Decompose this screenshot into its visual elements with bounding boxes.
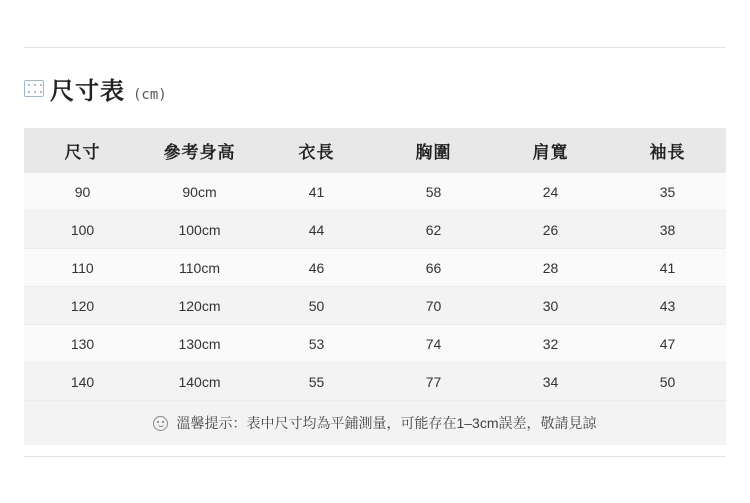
cell-length: 44 [258,211,375,249]
cell-shoulder: 24 [492,173,609,211]
table-row [24,287,726,325]
smiley-icon [153,416,168,431]
cell-height: 130cm [141,325,258,363]
cell-sleeve: 38 [609,211,726,249]
cell-sleeve: 35 [609,173,726,211]
cell-shoulder: 28 [492,249,609,287]
cell-bust: 77 [375,363,492,401]
cell-shoulder: 30 [492,287,609,325]
cell-length: 50 [258,287,375,325]
size-table [24,128,726,400]
table-row [24,249,726,287]
cell-height: 90cm [141,173,258,211]
footer-note [24,400,726,445]
cell-size: 120 [24,287,141,325]
cell-sleeve: 50 [609,363,726,401]
cell-length: 41 [258,173,375,211]
cell-height: 120cm [141,287,258,325]
column-header-sleeve: 袖長 [609,128,726,173]
cell-bust: 70 [375,287,492,325]
cell-length: 55 [258,363,375,401]
section-title [24,71,167,106]
cell-shoulder: 32 [492,325,609,363]
column-header-shoulder: 肩寬 [492,128,609,173]
cell-size: 140 [24,363,141,401]
cell-bust: 74 [375,325,492,363]
cell-sleeve: 47 [609,325,726,363]
column-header-height: 參考身高 [141,128,258,173]
cell-height: 100cm [141,211,258,249]
cell-shoulder: 34 [492,363,609,401]
bottom-divider [24,456,726,457]
cell-size: 130 [24,325,141,363]
cell-height: 110cm [141,249,258,287]
cell-length: 46 [258,249,375,287]
table-header-row [24,128,726,173]
cell-bust: 62 [375,211,492,249]
cell-length: 53 [258,325,375,363]
column-header-length: 衣長 [258,128,375,173]
cell-bust: 58 [375,173,492,211]
table-row [24,173,726,211]
cell-size: 110 [24,249,141,287]
cell-height: 140cm [141,363,258,401]
cell-bust: 66 [375,249,492,287]
title-unit: (cm) [133,87,167,103]
cell-sleeve: 43 [609,287,726,325]
top-divider [24,47,726,48]
footer-note-text: 溫馨提示：表中尺寸均為平鋪測量，可能存在1–3cm誤差，敬請見諒 [176,415,597,431]
cell-shoulder: 26 [492,211,609,249]
column-header-bust: 胸圍 [375,128,492,173]
table-row [24,325,726,363]
cell-size: 90 [24,173,141,211]
table-head [24,128,726,173]
table-grid-icon [24,80,44,97]
column-header-size: 尺寸 [24,128,141,173]
cell-size: 100 [24,211,141,249]
table-body [24,173,726,400]
cell-sleeve: 41 [609,249,726,287]
table-row [24,363,726,401]
table-row [24,211,726,249]
page-title: 尺寸表 [50,78,125,105]
size-table-container [24,128,726,445]
